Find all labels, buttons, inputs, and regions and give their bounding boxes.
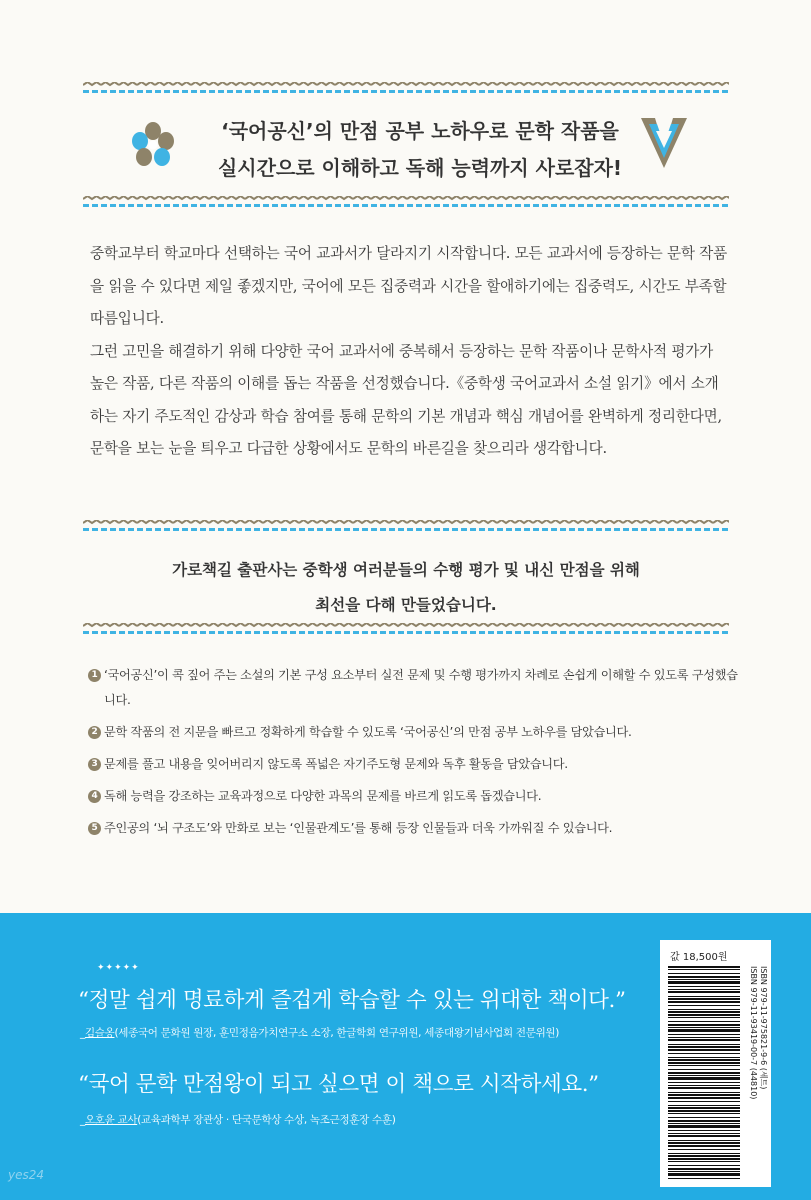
review-author-desc: (교육과학부 장관상 · 단국문학상 수상, 녹조근정훈장 수훈) bbox=[137, 1114, 396, 1126]
barcode-bar bbox=[668, 1039, 740, 1041]
barcode-bar bbox=[668, 1158, 740, 1160]
feature-text: 주인공의 ‘뇌 구조도’와 만화로 보는 ‘인물관계도’를 통해 등장 인물들과 더욱 가까워질 수 있습니다. bbox=[104, 821, 613, 835]
barcode-bar bbox=[668, 1117, 740, 1118]
barcode-bar bbox=[668, 1069, 740, 1070]
flower-icon bbox=[128, 120, 178, 170]
barcode-bar bbox=[668, 1053, 740, 1054]
review-quote-1: “정말 쉽게 명료하게 즐겁게 학습할 수 있는 위대한 책이다.” bbox=[78, 988, 626, 1013]
review-author-desc: (세종국어 문화원 원장, 훈민정음가치연구소 소장, 한글학회 연구위원, 세종대왕기념사업회 전문위원) bbox=[114, 1027, 560, 1039]
price-label: 값 18,500원 bbox=[670, 952, 728, 963]
feature-text: ‘국어공신’이 콕 짚어 주는 소설의 기본 구성 요소부터 실전 문제 및 수행 평가까지 차례로 손쉽게 이해할 수 있도록 구성했습니다. bbox=[104, 668, 738, 707]
barcode-bar bbox=[668, 1001, 740, 1003]
headline-line2: 실시간으로 이해하고 독해 능력까지 사로잡자! bbox=[217, 156, 623, 180]
barcode-bar bbox=[668, 969, 740, 970]
barcode-bar bbox=[668, 1046, 740, 1048]
barcode-bar bbox=[668, 1155, 740, 1157]
barcode-bar bbox=[668, 1082, 740, 1083]
barcode-box bbox=[660, 940, 771, 1187]
barcode-bar bbox=[668, 1097, 740, 1099]
barcode-bar bbox=[668, 1094, 740, 1096]
barcode-bar bbox=[668, 1173, 740, 1176]
headline-line1: ‘국어공신’의 만점 공부 노하우로 문학 작품을 bbox=[221, 119, 619, 143]
barcode-bar bbox=[668, 1009, 740, 1010]
barcode-bar bbox=[668, 1034, 740, 1035]
barcode-bar bbox=[668, 981, 740, 984]
feature-item bbox=[88, 663, 738, 713]
review-quote-2: “국어 문학 만점왕이 되고 싶으면 이 책으로 시작하세요.” bbox=[78, 1072, 599, 1097]
barcode-bar bbox=[668, 1107, 740, 1109]
intro-paragraph-1: 중학교부터 학교마다 선택하는 국어 교과서가 달라지기 시작합니다. 모든 교과서에 등장하는 문학 작품을 읽을 수 있다면 제일 좋겠지만, 국어에 모든 집중력과 시간을 할애하기에는 집중력도, 시간도 부족할 따름입니다. bbox=[90, 245, 727, 327]
barcode bbox=[668, 966, 740, 1181]
intro-text bbox=[90, 238, 730, 466]
v-logo-icon bbox=[641, 118, 687, 168]
feature-item bbox=[88, 784, 738, 809]
barcode-bar bbox=[668, 1105, 740, 1106]
barcode-bar bbox=[668, 996, 740, 997]
barcode-bar bbox=[668, 1113, 740, 1114]
stars-ornament: ✦✦✦✦✦ bbox=[97, 963, 140, 973]
review-author-1: _김슬옹(세종국어 문화원 원장, 훈민정음가치연구소 소장, 한글학회 연구위원, 세종대왕기념사업회 전문위원) bbox=[80, 1027, 560, 1039]
barcode-bar bbox=[668, 1072, 740, 1074]
barcode-bar bbox=[668, 998, 740, 1000]
barcode-bar bbox=[668, 1062, 740, 1064]
barcode-bar bbox=[668, 986, 740, 987]
isbn-set: ISBN 979-11-975821-9-6 (세트) bbox=[759, 966, 768, 1090]
barcode-bar bbox=[668, 1178, 740, 1179]
barcode-bar bbox=[668, 1005, 740, 1006]
review-author-name: 오호윤 교사 bbox=[84, 1114, 138, 1126]
barcode-bar bbox=[668, 1075, 740, 1076]
barcode-bar bbox=[668, 1110, 740, 1112]
barcode-bar bbox=[668, 1165, 740, 1166]
barcode-bar bbox=[668, 1101, 740, 1102]
number-badge: 2 bbox=[88, 726, 101, 739]
barcode-bar bbox=[668, 1120, 740, 1122]
barcode-bar bbox=[668, 1029, 740, 1032]
barcode-bar bbox=[668, 1085, 740, 1086]
publisher-statement-line1: 가로책길 출판사는 중학생 여러분들의 수행 평가 및 내신 만점을 위해 bbox=[172, 561, 640, 579]
number-badge: 5 bbox=[88, 822, 101, 835]
barcode-bar bbox=[668, 1049, 740, 1051]
barcode-bar bbox=[668, 1024, 740, 1026]
review-author-2: _오호윤 교사(교육과학부 장관상 · 단국문학상 수상, 녹조근정훈장 수훈) bbox=[80, 1114, 396, 1126]
barcode-bar bbox=[668, 1014, 740, 1016]
barcode-bar bbox=[668, 1133, 740, 1134]
barcode-bar bbox=[668, 1065, 740, 1066]
review-author-name: 김슬옹 bbox=[84, 1027, 115, 1039]
barcode-bar bbox=[668, 989, 740, 990]
top-zigzag-divider bbox=[83, 82, 729, 94]
barcode-bar bbox=[668, 976, 740, 978]
barcode-bar bbox=[668, 966, 740, 968]
feature-item bbox=[88, 816, 738, 841]
barcode-bar bbox=[668, 1017, 740, 1018]
barcode-bar bbox=[668, 1153, 740, 1154]
barcode-bar bbox=[668, 1130, 740, 1131]
barcode-bar bbox=[668, 1123, 740, 1124]
barcode-bar bbox=[668, 1140, 740, 1141]
barcode-bar bbox=[668, 1145, 740, 1147]
barcode-bar bbox=[668, 1171, 740, 1172]
barcode-bar bbox=[668, 973, 740, 974]
barcode-bar bbox=[668, 1092, 740, 1093]
mid-top-zigzag-divider bbox=[83, 520, 729, 532]
mid-bottom-zigzag-divider bbox=[83, 623, 729, 635]
barcode-bar bbox=[668, 1168, 740, 1170]
feature-list bbox=[88, 663, 738, 848]
barcode-bar bbox=[668, 979, 740, 980]
publisher-statement-line2: 최선을 다해 만들었습니다. bbox=[315, 596, 497, 614]
barcode-bar bbox=[668, 1027, 740, 1028]
barcode-bar bbox=[668, 1037, 740, 1038]
barcode-bar bbox=[668, 1057, 740, 1058]
barcode-bar bbox=[668, 1142, 740, 1144]
barcode-bar bbox=[668, 1059, 740, 1061]
feature-item bbox=[88, 752, 738, 777]
barcode-bar bbox=[668, 1087, 740, 1089]
number-badge: 1 bbox=[88, 669, 101, 682]
feature-text: 문제를 풀고 내용을 잊어버리지 않도록 폭넓은 자기주도형 문제와 독후 활동을 담았습니다. bbox=[104, 757, 568, 771]
feature-item bbox=[88, 720, 738, 745]
barcode-bar bbox=[668, 1011, 740, 1013]
barcode-bar bbox=[668, 1125, 740, 1128]
barcode-bar bbox=[668, 1135, 740, 1137]
intro-paragraph-2: 그런 고민을 해결하기 위해 다양한 국어 교과서에 중복해서 등장하는 문학 작품이나 문학사적 평가가 높은 작품, 다른 작품의 이해를 돕는 작품을 선정했습니다.《중학생 국어교과서 소설 읽기》에서 소개하는 자기 주도적인 감상과 학습 참여를 통해 문학의 기본 개념과 핵심 개념어를 완벽하게 정리한다면, 문학을 보는 눈을 틔우고 다급한 상황에서도 문학의 바른길을 찾으리라 생각합니다. bbox=[90, 342, 722, 457]
number-badge: 4 bbox=[88, 790, 101, 803]
publisher-statement bbox=[90, 553, 722, 623]
number-badge: 3 bbox=[88, 758, 101, 771]
isbn-main: ISBN 979-11-93419-00-7 (44810) bbox=[749, 966, 758, 1100]
barcode-bar bbox=[668, 1077, 740, 1080]
barcode-bar bbox=[668, 1044, 740, 1045]
feature-text: 독해 능력을 강조하는 교육과정으로 다양한 과목의 문제를 바르게 읽도록 돕겠습니다. bbox=[104, 789, 542, 803]
barcode-bar bbox=[668, 1021, 740, 1022]
barcode-bar bbox=[668, 1149, 740, 1150]
feature-text: 문학 작품의 전 지문을 빠르고 정확하게 학습할 수 있도록 ‘국어공신’의 만점 공부 노하우를 담았습니다. bbox=[104, 725, 632, 739]
watermark: yes24 bbox=[8, 1168, 45, 1182]
headline bbox=[200, 113, 640, 187]
barcode-bar bbox=[668, 991, 740, 993]
header-bottom-zigzag-divider bbox=[83, 196, 729, 208]
barcode-bar bbox=[668, 1161, 740, 1162]
